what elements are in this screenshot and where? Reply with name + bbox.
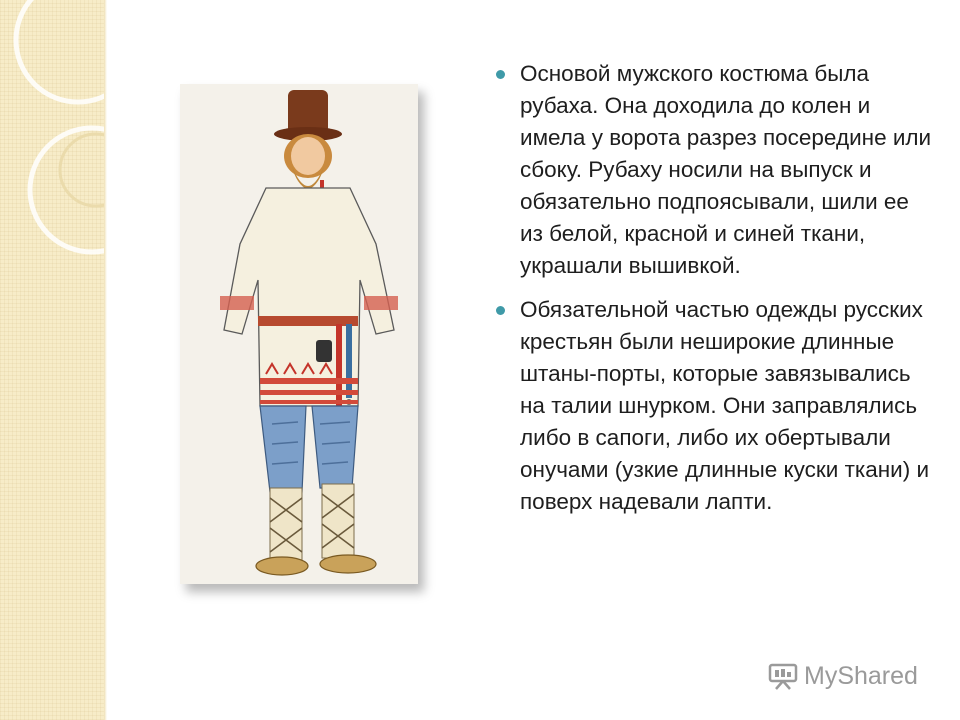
bullet-dot-icon xyxy=(496,70,505,79)
costume-illustration xyxy=(180,84,418,584)
presentation-board-icon xyxy=(768,661,798,691)
bullet-text-block xyxy=(496,58,936,530)
decorative-side-band xyxy=(0,0,104,720)
myshared-watermark xyxy=(768,658,918,694)
bullet-dot-icon xyxy=(496,306,505,315)
watermark-label: MyShared xyxy=(804,661,918,690)
bullet-text: Основой мужского костюма была рубаха. Она доходила до колен и имела у ворота разрез посередине или сбоку. Рубаху носили на выпуск и обязательно подпоясывали, шили ее из белой, красной и синей ткани, украшали вышивкой. xyxy=(520,61,932,278)
bullet-item-trousers xyxy=(496,294,936,518)
band-edge xyxy=(104,0,107,720)
bullet-item-shirt xyxy=(496,58,936,282)
bullet-text: Обязательной частью одежды русских крестьян были неширокие длинные штаны-порты, которые завязывались на талии шнурком. Они заправлялись либо в сапоги, либо их обертывали онучами (узкие длинные куски ткани) и поверх надевали лапти. xyxy=(520,297,930,514)
decorative-circles xyxy=(0,0,104,720)
bullet-list xyxy=(496,58,936,518)
